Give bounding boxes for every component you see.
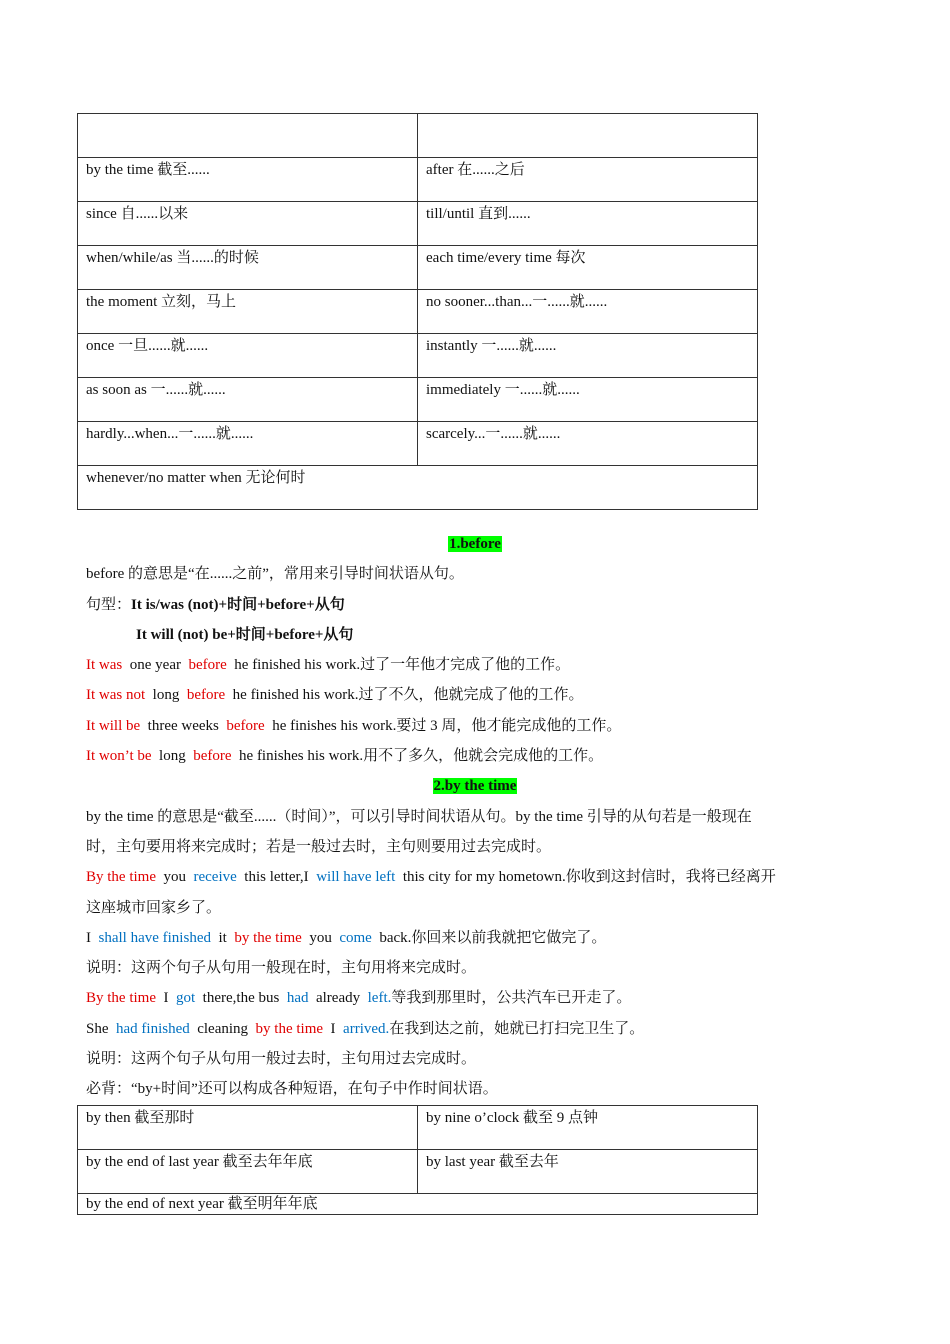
text-segment: She (86, 1020, 116, 1037)
text-segment: he finished his work.过了一年他才完成了他的工作。 (226, 657, 571, 674)
text-segment: It will (not) be+时间+before+从句 (136, 626, 354, 643)
table-cell: when/while/as 当......的时候 (78, 246, 418, 290)
text-segment: three weeks (140, 717, 227, 734)
text-segment: 这座城市回家乡了。 (86, 899, 222, 916)
text-segment: I (86, 929, 99, 946)
text-line (86, 1074, 876, 1104)
section-heading-text: 1.before (449, 536, 501, 552)
keyword-verb: receive (193, 869, 237, 886)
keyword-verb: come (339, 929, 372, 946)
keyword-verb: arrived. (343, 1020, 390, 1037)
conjunction-table (77, 113, 758, 510)
table-row (78, 290, 758, 334)
text-line (86, 1044, 876, 1074)
text-line (86, 650, 876, 680)
table-cell: by then 截至那时 (78, 1106, 418, 1150)
text-segment: you (156, 869, 194, 886)
text-line (86, 711, 876, 741)
table-cell: each time/every time 每次 (418, 246, 758, 290)
table-row (78, 246, 758, 290)
table-cell (78, 114, 418, 158)
text-line (86, 590, 876, 620)
table-cell: after 在......之后 (418, 158, 758, 202)
table-cell: by the end of next year 截至明年年底 (78, 1194, 758, 1215)
text-segment: he finishes his work.要过 3 周，他才能完成他的工作。 (264, 717, 622, 734)
text-segment: back.你回来以前我就把它做完了。 (371, 929, 607, 946)
table-row (78, 1194, 758, 1215)
text-line (86, 680, 876, 710)
text-line (86, 832, 876, 862)
section-heading (0, 771, 950, 801)
table-row (78, 202, 758, 246)
table-cell: by last year 截至去年 (418, 1150, 758, 1194)
keyword-verb: left. (367, 990, 392, 1007)
text-segment: 在我到达之前，她就已打扫完卫生了。 (389, 1020, 645, 1037)
keyword-conjunction: By the time (86, 869, 156, 886)
section-heading-text: 2.by the time (433, 778, 517, 795)
keyword-conjunction: before (226, 717, 265, 734)
text-segment: before 的意思是“在......之前”，常用来引导时间状语从句。 (86, 566, 464, 583)
text-segment: It is/was (not)+时间+before+从句 (131, 596, 345, 613)
text-line (86, 953, 876, 983)
table-row (78, 1150, 758, 1194)
table-cell (418, 114, 758, 158)
keyword-verb: will have left (316, 869, 396, 886)
text-line (86, 893, 876, 923)
table-row (78, 422, 758, 466)
text-line (86, 741, 876, 771)
table-row (78, 334, 758, 378)
by-phrase-table (77, 1105, 758, 1215)
text-segment: 说明：这两个句子从句用一般现在时，主句用将来完成时。 (86, 960, 477, 977)
table-cell: once 一旦......就...... (78, 334, 418, 378)
text-segment: I (323, 1020, 344, 1037)
text-segment: this letter,I (236, 869, 317, 886)
table-row (78, 378, 758, 422)
keyword-conjunction: It will be (86, 717, 141, 734)
keyword-conjunction: by the time (255, 1020, 324, 1037)
keyword-conjunction: It was (86, 657, 123, 674)
table-cell: as soon as 一......就...... (78, 378, 418, 422)
table-cell: the moment 立刻，马上 (78, 290, 418, 334)
table-cell: by nine o’clock 截至 9 点钟 (418, 1106, 758, 1150)
text-segment: long (145, 687, 187, 704)
table-cell: immediately 一......就...... (418, 378, 758, 422)
keyword-conjunction: by the time (234, 929, 302, 946)
table-cell: by the time 截至...... (78, 158, 418, 202)
table-cell: whenever/no matter when 无论何时 (78, 466, 758, 510)
text-segment: 句型： (86, 596, 132, 613)
keyword-verb: got (176, 990, 196, 1007)
text-segment: 说明：这两个句子从句用一般过去时，主句用过去完成时。 (86, 1051, 477, 1068)
text-line (86, 1014, 876, 1044)
text-segment: there,the bus (195, 990, 287, 1007)
text-segment: this city for my hometown.你收到这封信时，我将已经离开 (395, 869, 776, 886)
table-row (78, 114, 758, 158)
text-line (86, 862, 876, 892)
table-cell: scarcely...一......就...... (418, 422, 758, 466)
text-segment: 必背：“by+时间”还可以构成各种短语，在句子中作时间状语。 (86, 1081, 498, 1098)
text-line (86, 923, 876, 953)
text-line (86, 983, 876, 1013)
text-segment: I (156, 990, 176, 1007)
keyword-conjunction: before (186, 687, 226, 704)
table-cell: hardly...when...一......就...... (78, 422, 418, 466)
table-row (78, 1106, 758, 1150)
keyword-verb: had (286, 990, 309, 1007)
text-segment: 等我到那里时，公共汽车已开走了。 (391, 990, 632, 1007)
text-segment: cleaning (189, 1020, 256, 1037)
text-segment: you (301, 929, 340, 946)
text-segment: he finished his work.过了不久，他就完成了他的工作。 (225, 687, 584, 704)
table-row (78, 158, 758, 202)
table-cell: since 自......以来 (78, 202, 418, 246)
table-cell: by the end of last year 截至去年年底 (78, 1150, 418, 1194)
keyword-conjunction: before (193, 748, 232, 765)
text-line (86, 620, 876, 650)
keyword-verb: had finished (116, 1020, 190, 1037)
text-segment: already (308, 990, 368, 1007)
section-heading (0, 529, 950, 559)
text-segment: one year (122, 657, 189, 674)
text-segment: by the time 的意思是“截至......（时间）”，可以引导时间状语从句。by the time 引导的从句若是一般现在 (86, 808, 752, 825)
keyword-conjunction: By the time (86, 990, 156, 1007)
text-segment: he finishes his work.用不了多久，他就会完成他的工作。 (231, 748, 604, 765)
text-segment: it (210, 929, 235, 946)
table-cell: instantly 一......就...... (418, 334, 758, 378)
text-segment: long (151, 748, 194, 765)
text-line (86, 802, 876, 832)
keyword-conjunction: before (188, 657, 227, 674)
text-segment: 时，主句要用将来完成时；若是一般过去时，主句则要用过去完成时。 (86, 838, 552, 855)
keyword-conjunction: It was not (86, 687, 146, 704)
document-body (86, 529, 876, 1105)
keyword-conjunction: It won’t be (86, 748, 152, 765)
keyword-verb: shall have finished (98, 929, 211, 946)
text-line (86, 559, 876, 589)
table-cell: no sooner...than...一......就...... (418, 290, 758, 334)
table-row (78, 466, 758, 510)
table-cell: till/until 直到...... (418, 202, 758, 246)
